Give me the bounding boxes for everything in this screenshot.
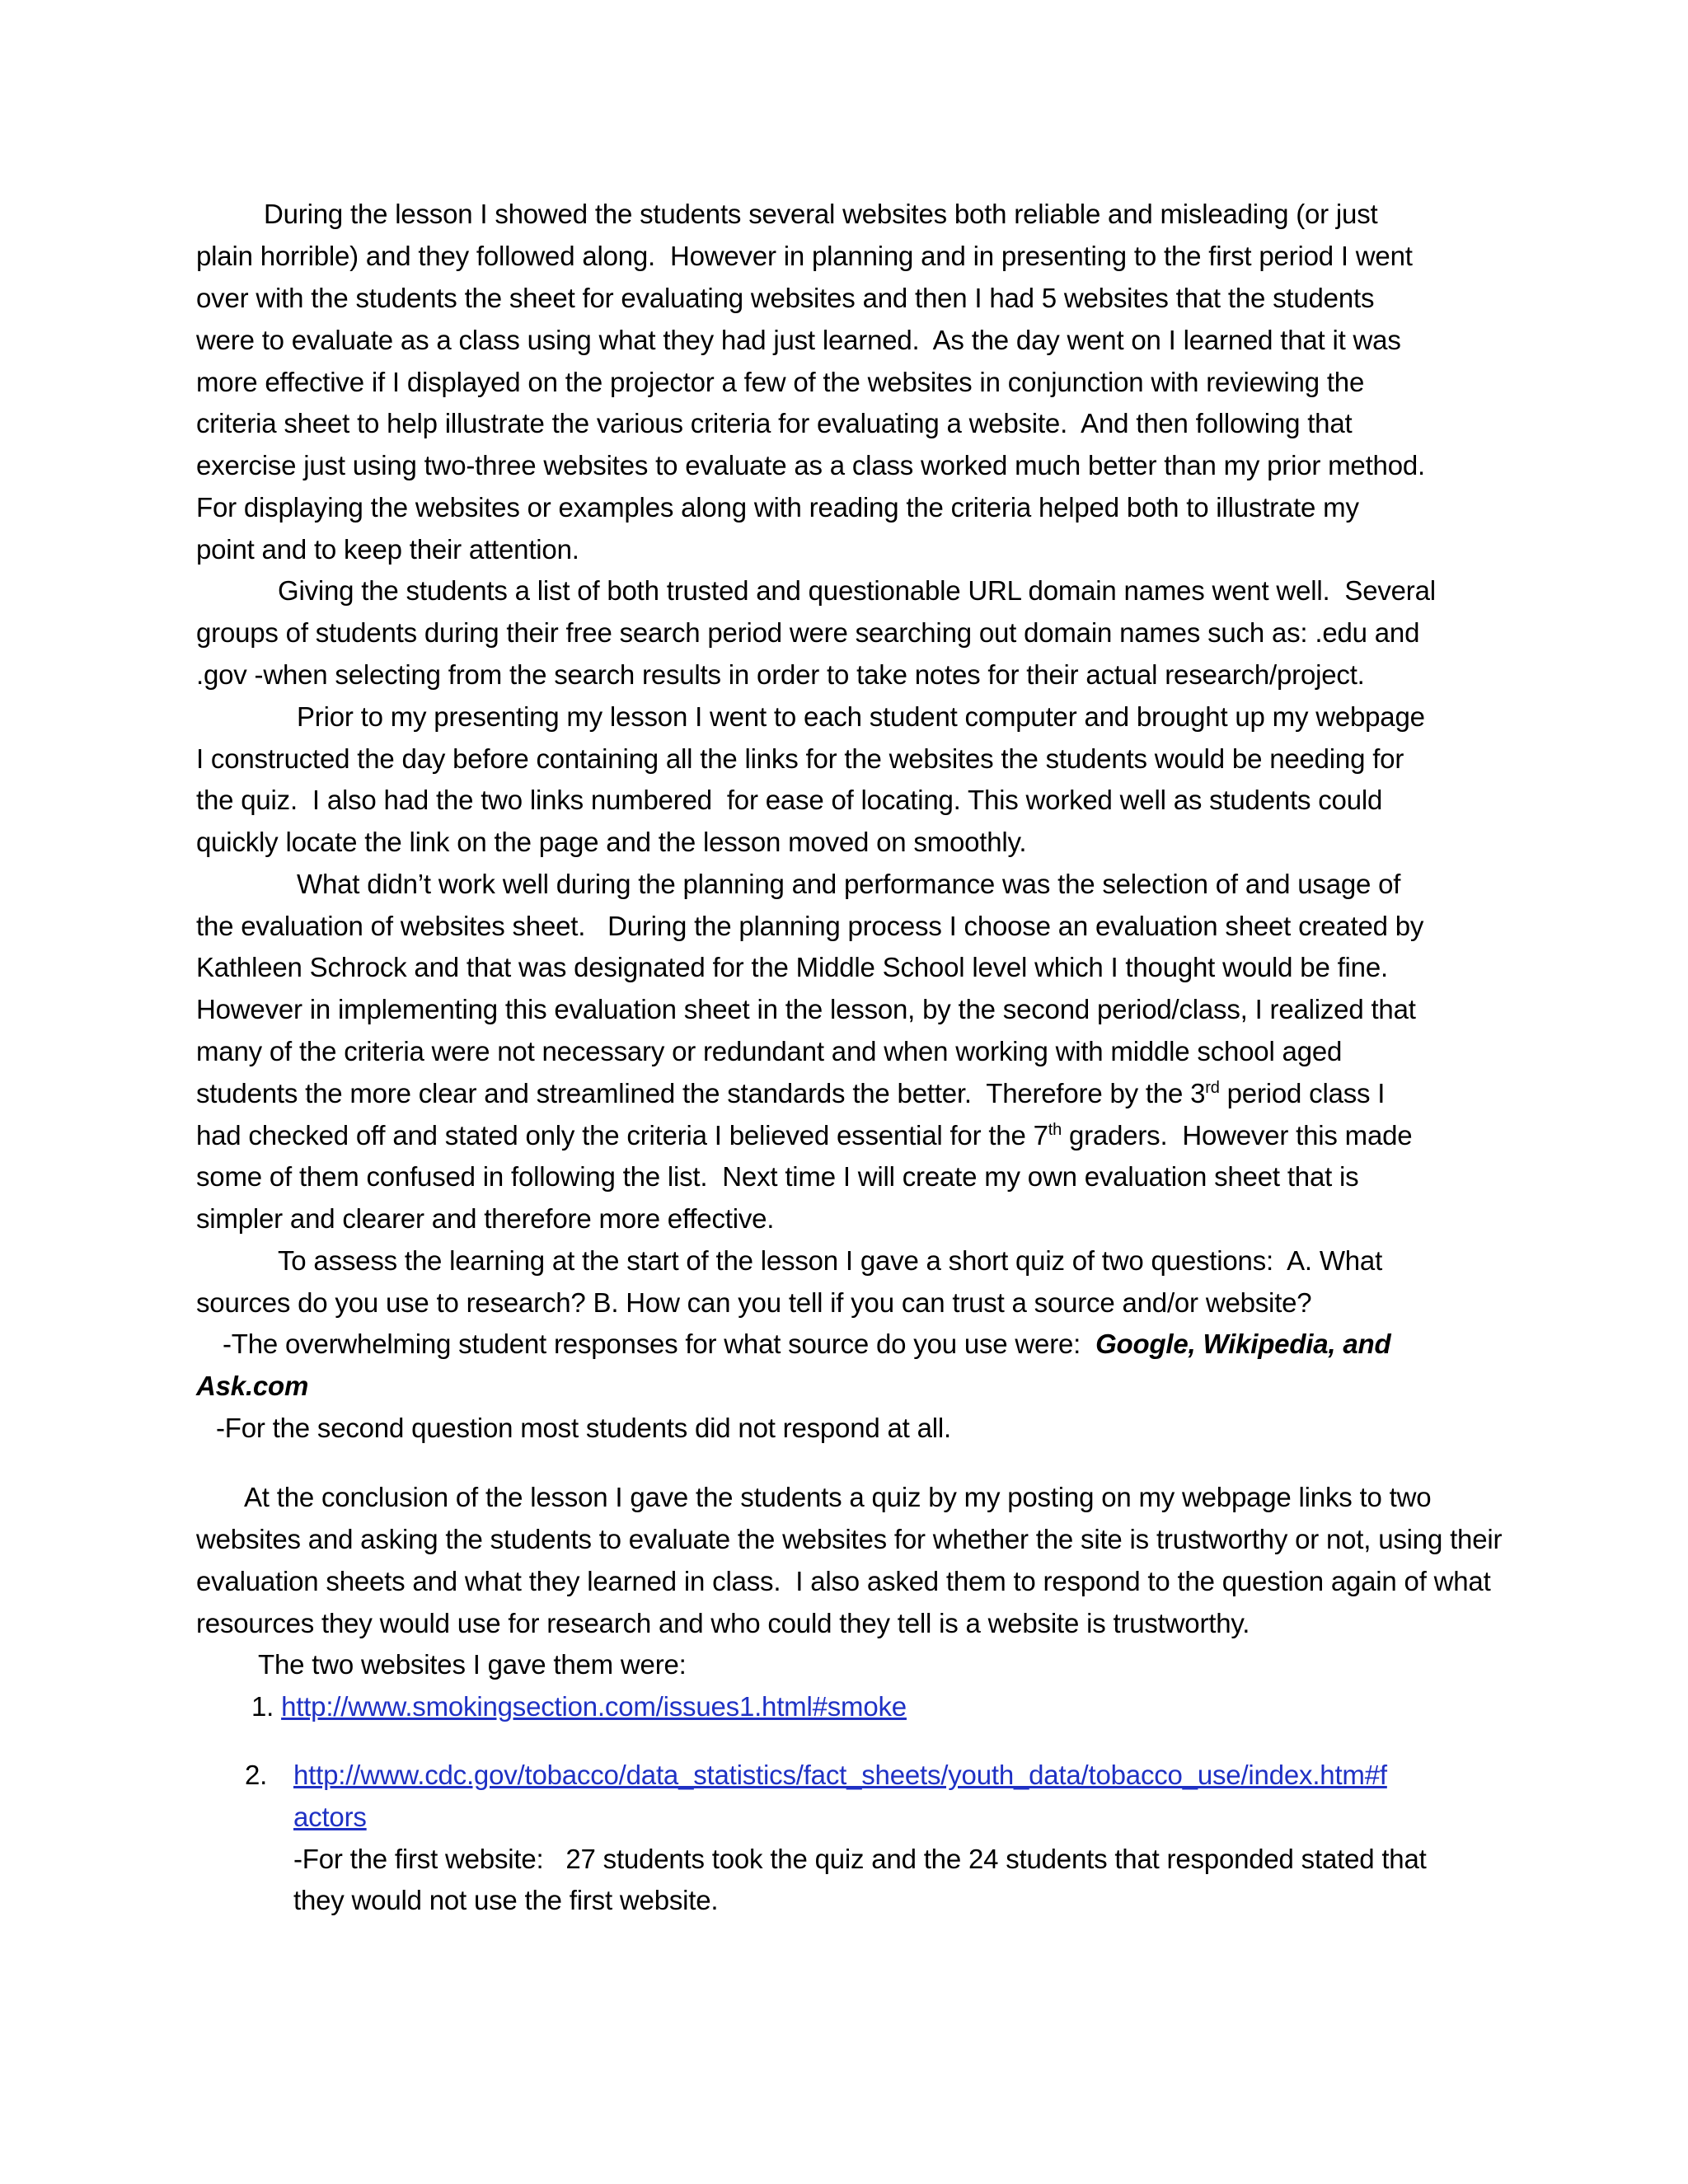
paragraph-line: resources they would use for research and who could they tell is a website is trustworthy. bbox=[196, 1608, 1250, 1638]
list-item bbox=[293, 1759, 1387, 1792]
paragraph-line: The two websites I gave them were: bbox=[258, 1649, 687, 1680]
paragraph-line: were to evaluate as a class using what they had just learned. As the day went on I learned that it was bbox=[196, 325, 1401, 355]
paragraph-line: exercise just using two-three websites to evaluate as a class worked much better than my prior method. bbox=[196, 450, 1425, 480]
paragraph-line: I constructed the day before containing all the links for the websites the students would be needing for bbox=[196, 743, 1404, 774]
list-note: -For the first website: 27 students took the quiz and the 24 students that responded stated that bbox=[293, 1844, 1427, 1874]
superscript: th bbox=[1048, 1121, 1062, 1139]
paragraph-line: more effective if I displayed on the projector a few of the websites in conjunction with reviewing the bbox=[196, 367, 1365, 397]
paragraph-line: the quiz. I also had the two links numbered for ease of locating. This worked well as students could bbox=[196, 785, 1383, 815]
paragraph-line: Kathleen Schrock and that was designated for the Middle School level which I thought would be fine. bbox=[196, 952, 1388, 982]
paragraph-line bbox=[223, 1328, 1390, 1361]
paragraph-line: .gov -when selecting from the search results in order to take notes for their actual research/project. bbox=[196, 659, 1365, 690]
list-number: 1. bbox=[251, 1691, 274, 1722]
list-number: 2. bbox=[245, 1760, 268, 1790]
paragraph-line: For displaying the websites or examples along with reading the criteria helped both to illustrate my bbox=[196, 492, 1359, 523]
paragraph-line: simpler and clearer and therefore more effective. bbox=[196, 1203, 775, 1234]
paragraph-line: To assess the learning at the start of the lesson I gave a short quiz of two questions: A. What bbox=[278, 1245, 1383, 1276]
text-run: graders. However this made bbox=[1062, 1120, 1413, 1151]
emphasis-text: Google, Wikipedia, and bbox=[1095, 1329, 1391, 1359]
paragraph-line: the evaluation of websites sheet. During the planning process I choose an evaluation sheet created by bbox=[196, 911, 1424, 941]
website-link-2[interactable]: http://www.cdc.gov/tobacco/data_statistics/fact_sheets/youth_data/tobacco_use/index.htm#f bbox=[293, 1760, 1387, 1790]
emphasis-text: Ask.com bbox=[196, 1371, 309, 1401]
paragraph-line: groups of students during their free search period were searching out domain names such as: .edu and bbox=[196, 617, 1420, 648]
paragraph-line bbox=[196, 1077, 1385, 1110]
text-run: -The overwhelming student responses for what source do you use were: bbox=[223, 1329, 1096, 1359]
paragraph-line: plain horrible) and they followed along. However in planning and in presenting to the first period I went bbox=[196, 241, 1413, 271]
text-run: had checked off and stated only the criteria I believed essential for the 7 bbox=[196, 1120, 1048, 1151]
text-run: period class I bbox=[1219, 1078, 1386, 1108]
text-run: students the more clear and streamlined the standards the better. Therefore by the 3 bbox=[196, 1078, 1206, 1108]
paragraph-line: point and to keep their attention. bbox=[196, 534, 579, 565]
paragraph-line: many of the criteria were not necessary or redundant and when working with middle school aged bbox=[196, 1036, 1343, 1066]
list-item bbox=[251, 1690, 907, 1723]
paragraph-line: However in implementing this evaluation sheet in the lesson, by the second period/class, I realized that bbox=[196, 994, 1416, 1024]
list-note: they would not use the first website. bbox=[293, 1885, 719, 1915]
paragraph-line: evaluation sheets and what they learned in class. I also asked them to respond to the question again of what bbox=[196, 1566, 1491, 1596]
paragraph-line: Giving the students a list of both trusted and questionable URL domain names went well. Several bbox=[278, 575, 1436, 606]
paragraph-line: During the lesson I showed the students several websites both reliable and misleading (or just bbox=[264, 199, 1378, 229]
paragraph-line: sources do you use to research? B. How can you tell if you can trust a source and/or website? bbox=[196, 1287, 1312, 1318]
paragraph-line: criteria sheet to help illustrate the various criteria for evaluating a website. And then following that bbox=[196, 408, 1353, 438]
website-link-2-continued[interactable]: actors bbox=[293, 1802, 367, 1832]
paragraph-line bbox=[196, 1119, 1412, 1152]
paragraph-line: quickly locate the link on the page and the lesson moved on smoothly. bbox=[196, 827, 1027, 857]
paragraph-line: What didn’t work well during the planning and performance was the selection of and usage of bbox=[297, 869, 1401, 899]
list-item bbox=[293, 1801, 367, 1834]
paragraph-line: Prior to my presenting my lesson I went to each student computer and brought up my webpage bbox=[297, 701, 1425, 732]
paragraph-line: -For the second question most students did not respond at all. bbox=[216, 1413, 951, 1443]
website-link-1[interactable]: http://www.smokingsection.com/issues1.html#smoke bbox=[281, 1691, 907, 1722]
superscript: rd bbox=[1205, 1079, 1220, 1097]
paragraph-line: some of them confused in following the list. Next time I will create my own evaluation sheet that is bbox=[196, 1161, 1359, 1192]
paragraph-line: over with the students the sheet for evaluating websites and then I had 5 websites that the students bbox=[196, 283, 1375, 313]
paragraph-line: websites and asking the students to evaluate the websites for whether the site is trustworthy or not, using their bbox=[196, 1524, 1503, 1554]
paragraph-line: At the conclusion of the lesson I gave the students a quiz by my posting on my webpage links to two bbox=[244, 1482, 1432, 1512]
